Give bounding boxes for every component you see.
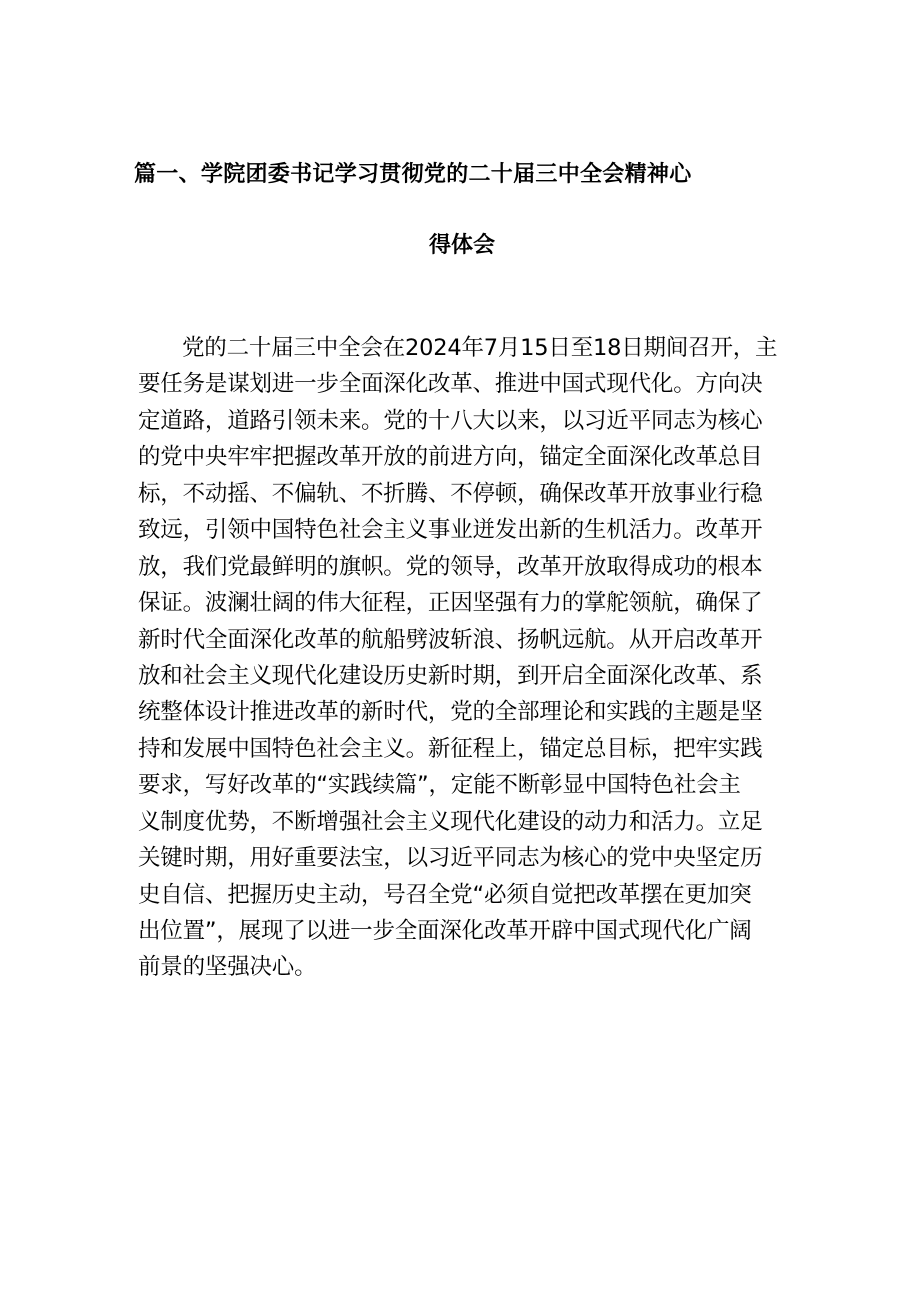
paragraph-line: 义制度优势，不断增强社会主义现代化建设的动力和活力。立足 <box>138 808 763 835</box>
paragraph-line: 的党中央牢牢把握改革开放的前进方向，锚定全面深化改革总目 <box>138 444 763 471</box>
paragraph-line: 史自信、把握历史主动，号召全党“必须自觉把改革摆在更加突 <box>138 881 752 908</box>
paragraph-line: 放和社会主义现代化建设历史新时期，到开启全面深化改革、系 <box>138 662 763 689</box>
paragraph-line: 要任务是谋划进一步全面深化改革、推进中国式现代化。方向决 <box>138 371 763 398</box>
paragraph-line: 出位置”，展现了以进一步全面深化改革开辟中国式现代化广阔 <box>138 918 752 944</box>
paragraph-line: 要求，写好改革的“实践续篇”，定能不断彰显中国特色社会主 <box>138 772 741 799</box>
body-paragraph <box>138 330 788 986</box>
paragraph-line: 持和发展中国特色社会主义。新征程上，锚定总目标，把牢实践 <box>138 735 763 762</box>
paragraph-line: 党的二十届三中全会在2024年7月15日至18日期间召开，主 <box>182 335 778 361</box>
paragraph-line: 标，不动摇、不偏轨、不折腾、不停顿，确保改革开放事业行稳 <box>138 480 763 507</box>
document-title-line-2: 得体会 <box>428 233 495 258</box>
document-title-line-1: 篇一、学院团委书记学习贯彻党的二十届三中全会精神心 <box>134 162 692 187</box>
paragraph-line: 前景的坚强决心。 <box>138 954 317 981</box>
paragraph-line: 保证。波澜壮阔的伟大征程，正因坚强有力的掌舵领航，确保了 <box>138 590 763 617</box>
paragraph-line: 放，我们党最鲜明的旗帜。党的领导，改革开放取得成功的根本 <box>138 553 763 580</box>
paragraph-line: 新时代全面深化改革的航船劈波斩浪、扬帆远航。从开启改革开 <box>138 626 763 653</box>
paragraph-line: 统整体设计推进改革的新时代，党的全部理论和实践的主题是坚 <box>138 699 763 726</box>
paragraph-line: 致远，引领中国特色社会主义事业迸发出新的生机活力。改革开 <box>138 517 763 544</box>
paragraph-line: 关键时期，用好重要法宝，以习近平同志为核心的党中央坚定历 <box>138 845 763 872</box>
paragraph-line: 定道路，道路引领未来。党的十八大以来，以习近平同志为核心 <box>138 407 763 434</box>
